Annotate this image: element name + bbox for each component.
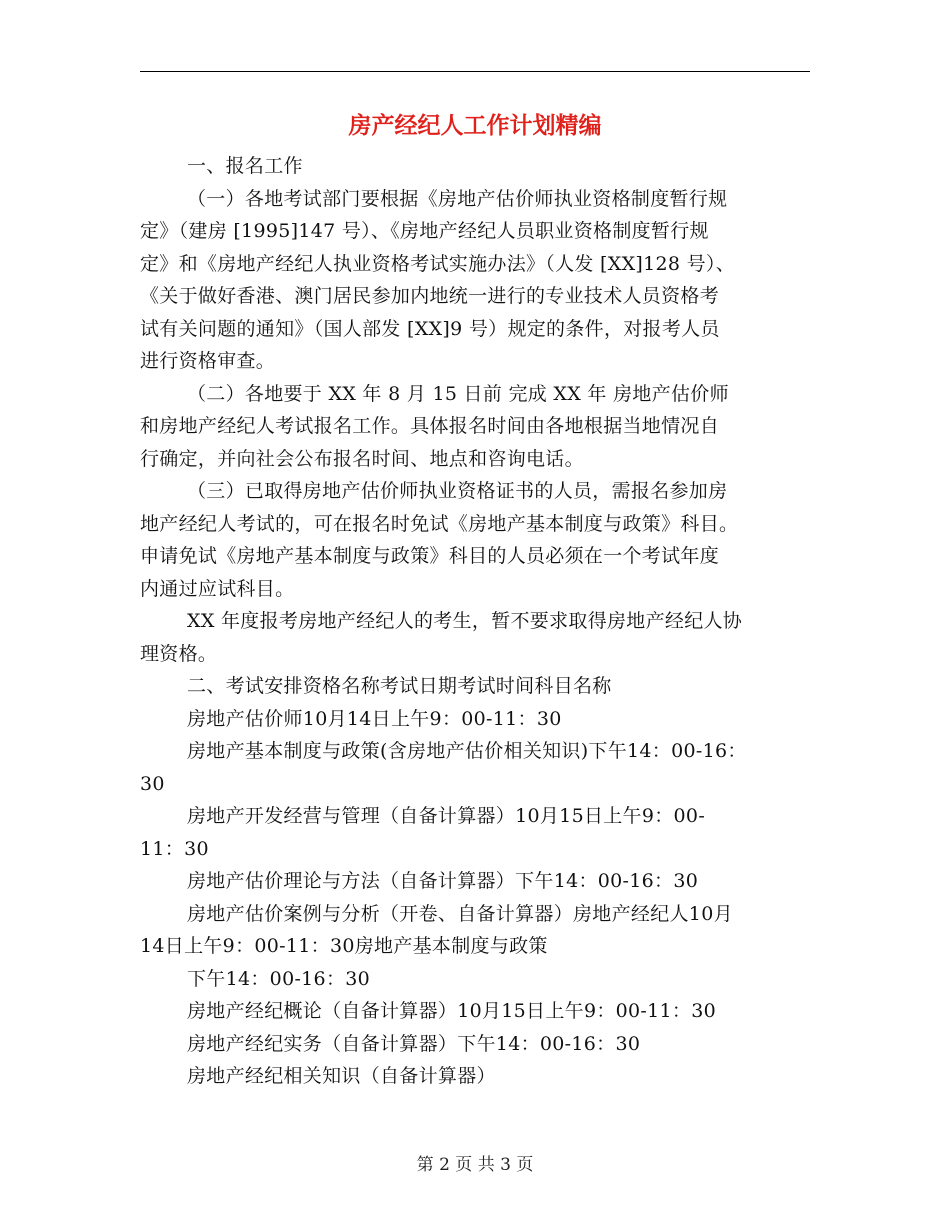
paragraph-section-2-heading: 二、考试安排资格名称考试日期考试时间科目名称	[187, 675, 612, 697]
document-body	[140, 150, 810, 1093]
schedule-line: 房地产经纪相关知识（自备计算器）	[187, 1065, 496, 1087]
header-rule	[140, 71, 810, 72]
schedule-line: 房地产估价理论与方法（自备计算器）下午14：00-16：30	[187, 870, 699, 892]
document-title: 房产经纪人工作计划精编	[348, 113, 602, 139]
page-number: 第 2 页 共 3 页	[416, 1155, 534, 1175]
schedule-line: 房地产经纪概论（自备计算器）10月15日上午9：00-11：30	[187, 1000, 716, 1022]
paragraph-section-1-heading: 一、报名工作	[187, 155, 303, 177]
schedule-line: 房地产估价师10月14日上午9：00-11：30	[187, 707, 562, 730]
paragraph-item-1: （一）各地考试部门要根据《房地产估价师执业资格制度暂行规 定》（建房 [1995]147 号）、《房地产经纪人员职业资格制度暂行规 定》和《房地产经纪人执业资格考试实施办法》（人发 [XX]128 号）、 《关于做好香港、澳门居民参加内地统一进行的专业技术人员资格考 试有关问题的通知》（国人部发 [XX]9 号）规定的条件，对报考人员 进行资格审查。	[140, 187, 736, 372]
schedule-line: 房地产基本制度与政策(含房地产估价相关知识)下午14：00-16： 30	[140, 740, 747, 795]
paragraph-note: XX 年度报考房地产经纪人的考生，暂不要求取得房地产经纪人协 理资格。	[140, 610, 743, 665]
schedule-line: 房地产开发经营与管理（自备计算器）10月15日上午9：00- 11：30	[140, 805, 706, 860]
paragraph-item-2: （二）各地要于 XX 年 8 月 15 日前 完成 XX 年 房地产估价师 和房地产经纪人考试报名工作。具体报名时间由各地根据当地情况自 行确定，并向社会公布报名时间、地点和咨询电话。	[140, 382, 729, 470]
schedule-line: 房地产经纪实务（自备计算器）下午14：00-16：30	[187, 1032, 641, 1055]
schedule-line: 下午14：00-16：30	[187, 967, 371, 990]
schedule-line: 房地产估价案例与分析（开卷、自备计算器）房地产经纪人10月 14日上午9：00-11：30房地产基本制度与政策	[140, 902, 733, 957]
paragraph-item-3: （三）已取得房地产估价师执业资格证书的人员，需报名参加房 地产经纪人考试的，可在报名时免试《房地产基本制度与政策》科目。 申请免试《房地产基本制度与政策》科目的人员必须在一个考试年度 内通过应试科目。	[140, 480, 739, 600]
